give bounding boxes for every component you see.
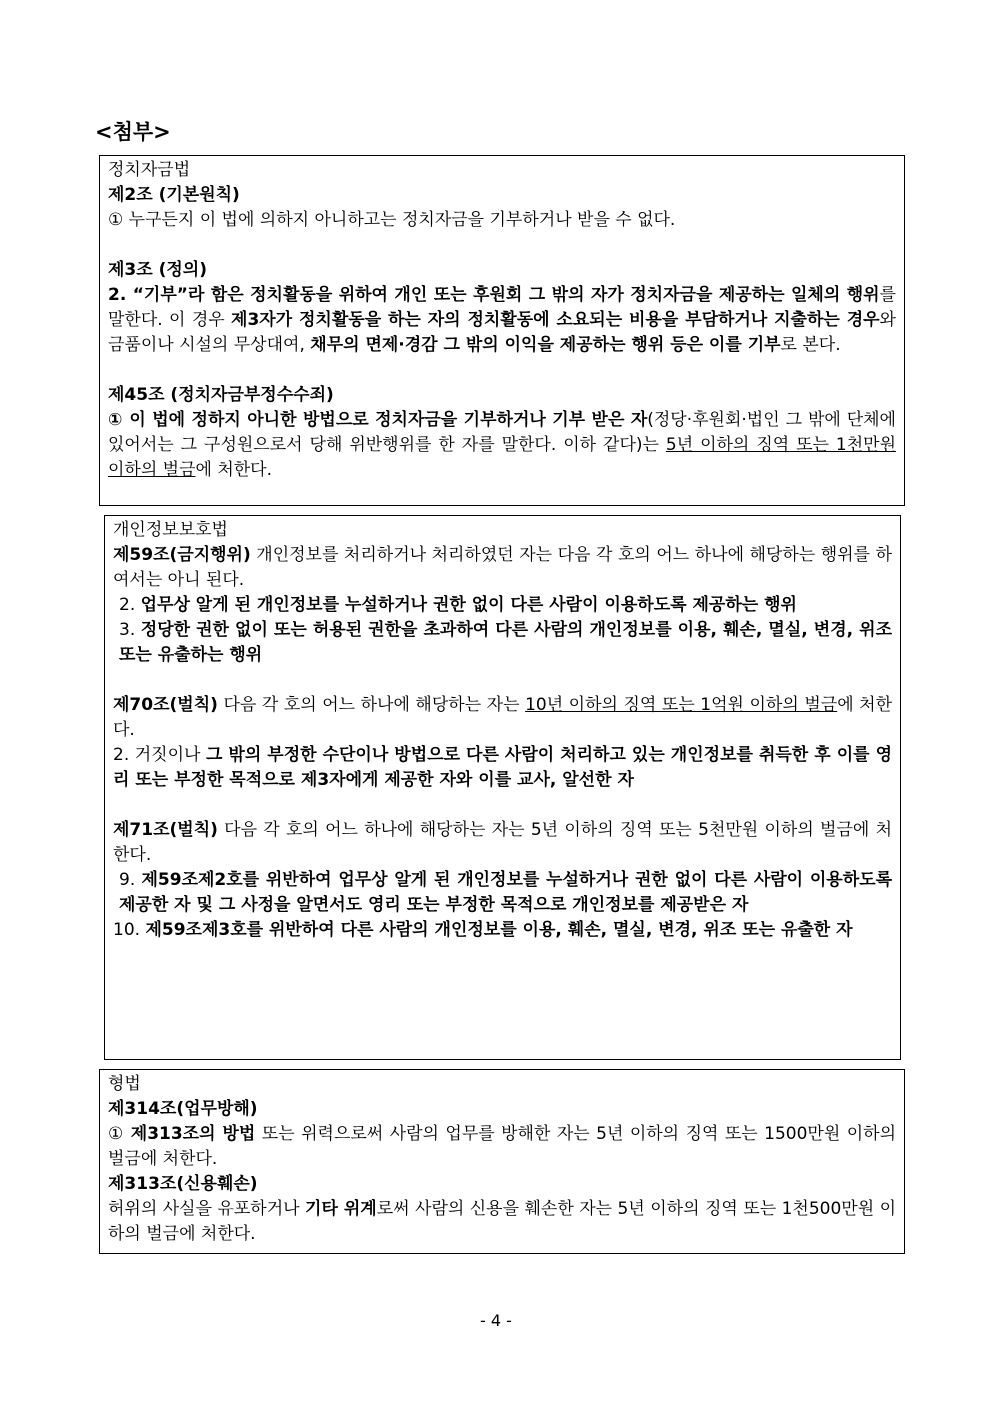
article-text: ① 제313조의 방법 또는 위력으로써 사람의 업무를 방해한 자는 5년 이하의 징역 또는 1500만원 이하의 벌금에 처한다. (108, 1124, 896, 1169)
personal-info-act-box (104, 515, 901, 1060)
article-text: ① 이 법에 정하지 아니한 방법으로 정치자금을 기부하거나 기부 받은 자(정당·후원회·법인 그 밖에 단체에 있어서는 그 구성원으로서 당해 위반행위를 한 자를 말한다. 이하 같다)는 5년 이하의 징역 또는 1천만원 이하의 벌금에 처한다. (108, 410, 897, 480)
article-title: 제2조 (기본원칙) (108, 185, 240, 205)
list-item: 2. 거짓이나 그 밖의 부정한 수단이나 방법으로 다른 사람이 처리하고 있는 개인정보를 취득한 후 이를 영리 또는 부정한 목적으로 제3자에게 제공한 자와 이를 교사, 알선한 자 (113, 745, 892, 790)
attachment-heading: <첨부> (95, 120, 171, 144)
law-title: 개인정보보호법 (113, 520, 228, 540)
article-text: 제59조(금지행위) 개인정보를 처리하거나 처리하였던 자는 다음 각 호의 어느 하나에 해당하는 행위를 하여서는 아니 된다. (113, 545, 892, 590)
article-title: 제45조 (정치자금부정수수죄) (108, 385, 334, 405)
page-number: - 4 - (480, 1311, 512, 1330)
law-title: 정치자금법 (108, 160, 191, 180)
criminal-act-box (99, 1069, 905, 1254)
article-title: 제314조(업무방해) (108, 1099, 258, 1119)
list-item: 10. 제59조제3호를 위반하여 다른 사람의 개인정보를 이용, 훼손, 멸실, 변경, 위조 또는 유출한 자 (113, 920, 853, 940)
political-funds-act-box (99, 155, 905, 506)
article-title: 제313조(신용훼손) (108, 1174, 258, 1194)
article-title: 제3조 (정의) (108, 260, 207, 280)
article-text: 제70조(벌칙) 다음 각 호의 어느 하나에 해당하는 자는 10년 이하의 징역 또는 1억원 이하의 벌금에 처한다. (113, 695, 893, 740)
article-text: 허위의 사실을 유포하거나 기타 위계로써 사람의 신용을 훼손한 자는 5년 이하의 징역 또는 1천500만원 이하의 벌금에 처한다. (108, 1199, 896, 1244)
list-item: 2. 업무상 알게 된 개인정보를 누설하거나 권한 없이 다른 사람이 이용하도록 제공하는 행위 (119, 595, 797, 615)
list-item: 3. 정당한 권한 없이 또는 허용된 권한을 초과하여 다른 사람의 개인정보를 이용, 훼손, 멸실, 변경, 위조 또는 유출하는 행위 (119, 620, 892, 665)
article-text: 2. “기부”라 함은 정치활동을 위하여 개인 또는 후원회 그 밖의 자가 정치자금을 제공하는 일체의 행위를 말한다. 이 경우 제3자가 정치활동을 하는 자의 정치활동에 소요되는 비용을 부담하거나 지출하는 경우와 금품이나 시설의 무상대여, 채무의 면제·경감 그 밖의 이익을 제공하는 행위 등은 이를 기부로 본다. (108, 285, 896, 355)
article-text: ① 누구든지 이 법에 의하지 아니하고는 정치자금을 기부하거나 받을 수 없다. (108, 210, 676, 230)
law-title: 형법 (108, 1074, 141, 1094)
article-text: 제71조(벌칙) 다음 각 호의 어느 하나에 해당하는 자는 5년 이하의 징역 또는 5천만원 이하의 벌금에 처한다. (113, 820, 892, 865)
list-item: 9. 제59조제2호를 위반하여 업무상 알게 된 개인정보를 누설하거나 권한 없이 다른 사람이 이용하도록 제공한 자 및 그 사정을 알면서도 영리 또는 부정한 목적으로 개인정보를 제공받은 자 (119, 870, 892, 915)
